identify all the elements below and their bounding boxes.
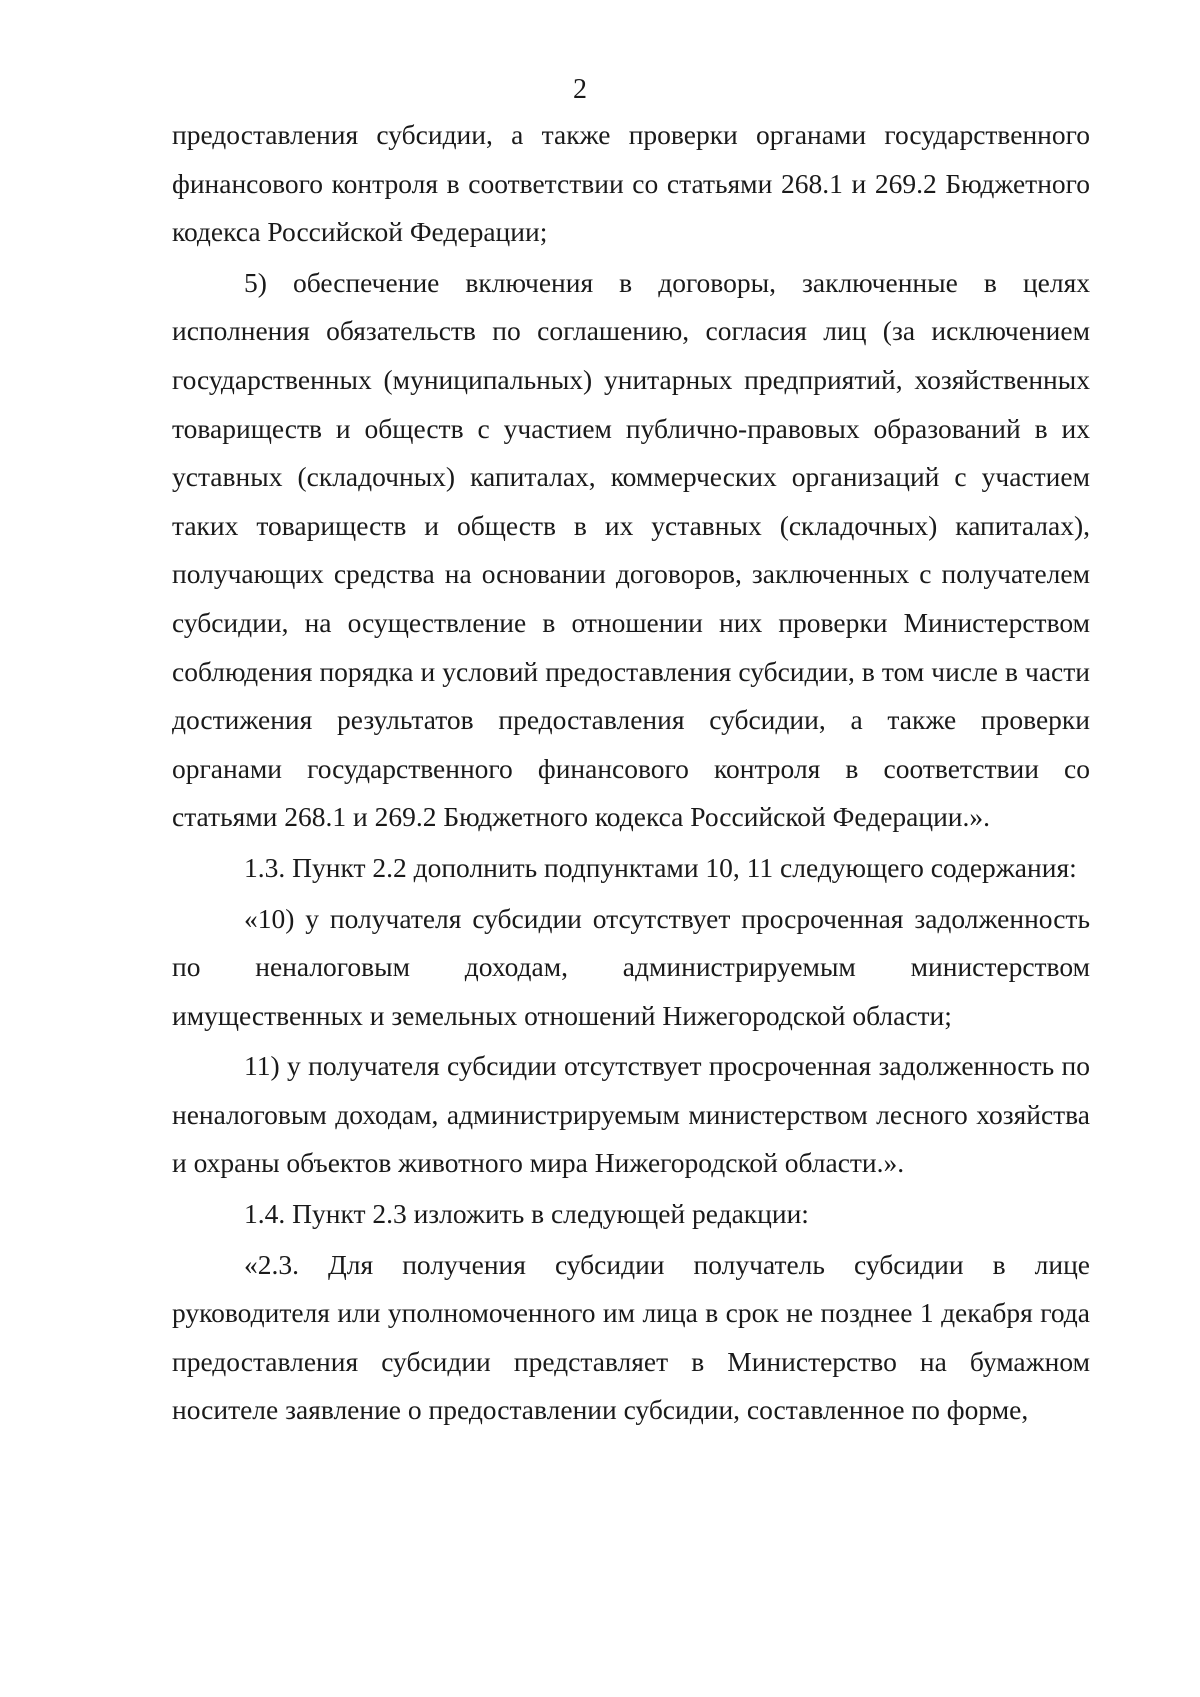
paragraph-1-3: 1.3. Пункт 2.2 дополнить подпунктами 10, 11 следующего содержания: [244, 851, 1077, 883]
paragraph-1-4: 1.4. Пункт 2.3 изложить в следующей редакции: [244, 1198, 809, 1230]
paragraph-item-10: «10) у получателя субсидии отсутствует просроченная задолженность по неналоговым доходам, администрируемым министерством имущественных и земельных отношений Нижегородской области; [172, 902, 1090, 1031]
paragraph-item-11: 11) у получателя субсидии отсутствует просроченная задолженность по неналоговым доходам, администрируемым министерством лесного хозяйства и охраны объектов животного мира Нижегородской области.». [172, 1050, 1090, 1179]
document-body [172, 111, 1090, 1435]
paragraph-continuation: предоставления субсидии, а также проверки органами государственного финансового контроля в соответствии со статьями 268.1 и 269.2 Бюджетного кодекса Российской Федерации; [172, 119, 1090, 248]
paragraph-2-3: «2.3. Для получения субсидии получатель субсидии в лице руководителя или уполномоченного им лица в срок не позднее 1 декабря года предоставления субсидии представляет в Министерство на бумажном носителе заявление о предоставлении субсидии, составленное по форме, [172, 1248, 1090, 1426]
paragraph-item-5: 5) обеспечение включения в договоры, заключенные в целях исполнения обязательств по соглашению, согласия лиц (за исключением государственных (муниципальных) унитарных предприятий, хозяйственных товариществ и обществ с участием публично-правовых образований в их уставных (складочных) капиталах, коммерческих организаций с участием таких товариществ и обществ в их уставных (складочных) капиталах), получающих средства на основании договоров, заключенных с получателем субсидии, на осуществление в отношении них проверки Министерством соблюдения порядка и условий предоставления субсидии, в том числе в части достижения результатов предоставления субсидии, а также проверки органами государственного финансового контроля в соответствии со статьями 268.1 и 269.2 Бюджетного кодекса Российской Федерации.». [172, 266, 1090, 833]
page-number: 2 [573, 74, 587, 105]
